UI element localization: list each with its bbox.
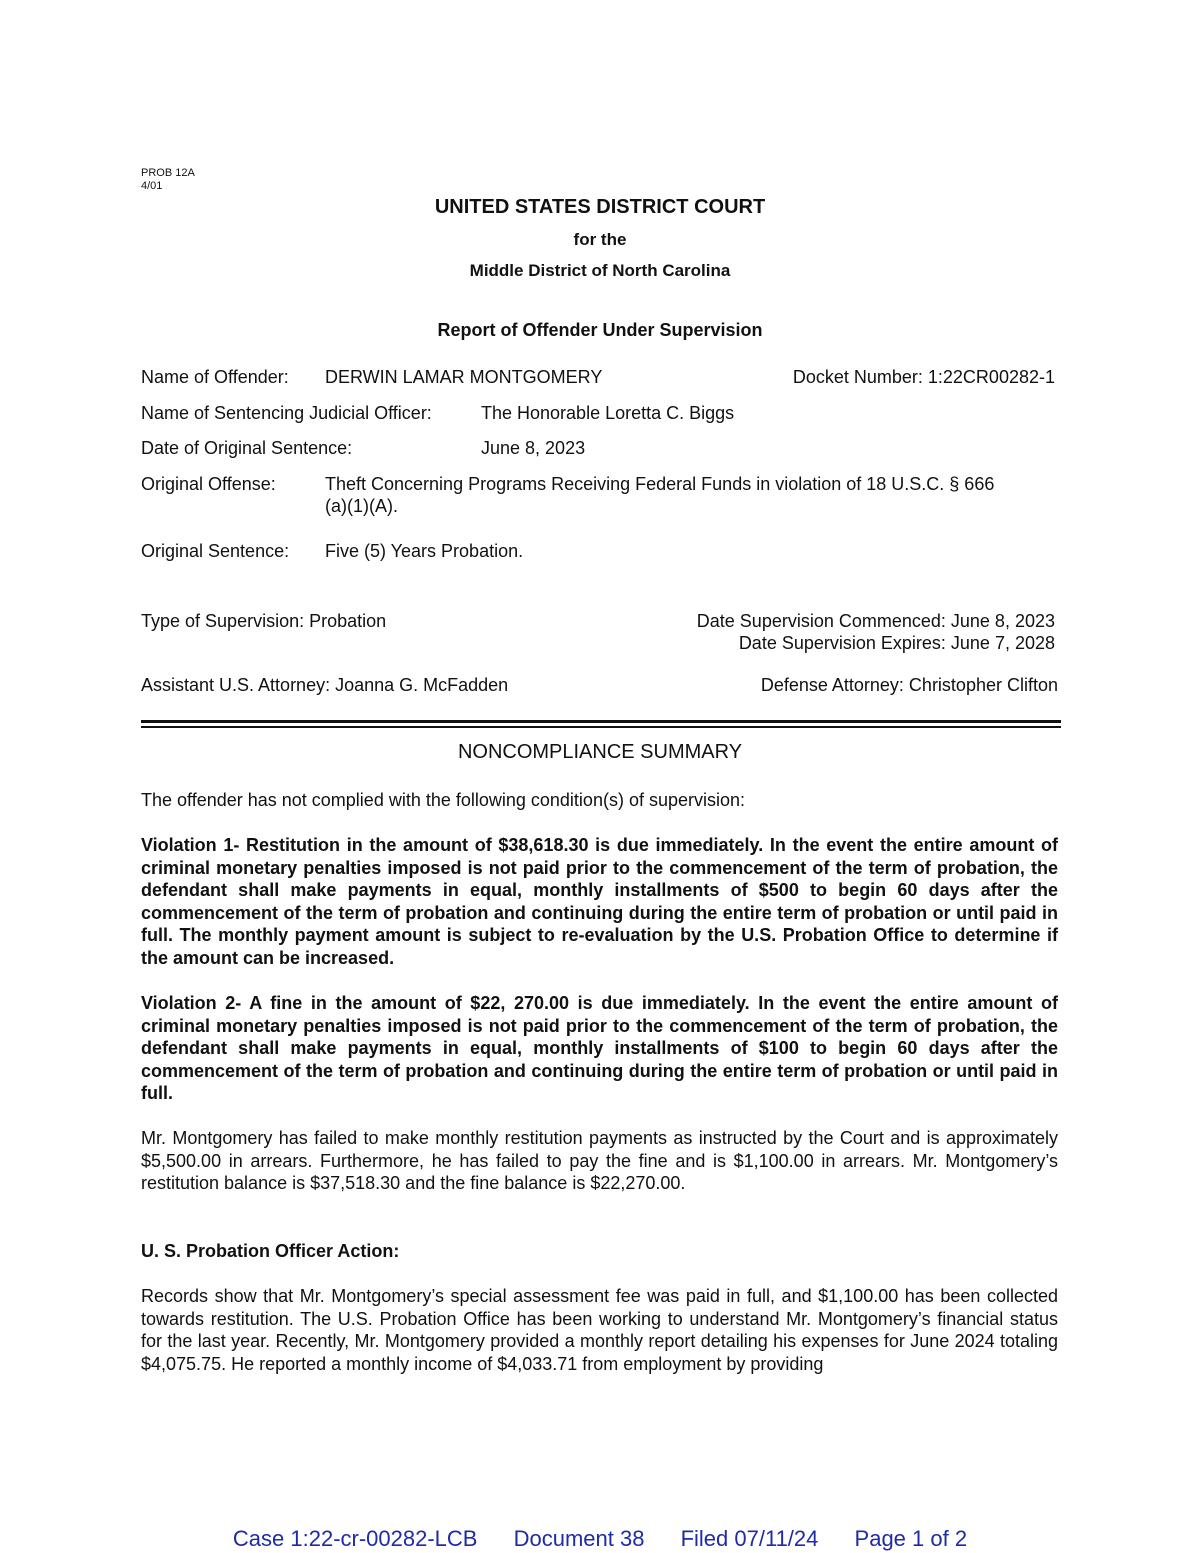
offense-label: Original Offense: [141,474,276,494]
divider-thin [141,726,1061,728]
judge-name: The Honorable Loretta C. Biggs [481,403,735,423]
divider-thick [141,720,1061,723]
form-date: 4/01 [141,180,163,192]
offender-label: Name of Offender: [141,367,289,387]
sentence-date-label: Date of Original Sentence: [141,438,353,458]
officer-action-heading: U. S. Probation Officer Action: [141,1241,400,1261]
form-id [141,167,195,193]
sentence-value: Five (5) Years Probation. [325,541,524,561]
sentence-label: Original Sentence: [141,541,290,561]
report-title: Report of Offender Under Supervision [437,320,763,340]
supervision-expires: Date Supervision Expires: June 7, 2028 [738,633,1055,653]
arrears-paragraph: Mr. Montgomery has failed to make monthly restitution payments as instructed by the Court and is approximately $5,500.00 in arrears. Furthermore, he has failed to pay the fine and is $1,100.00 in arrears. Mr. Montgomery’s restitution balance is $37,518.30 and the fine balance is $22,270.00. [141,1128,1058,1194]
court-name: UNITED STATES DISTRICT COURT [434,196,766,218]
offense-line-1: Theft Concerning Programs Receiving Federal Funds in violation of 18 U.S.C. § 666 [325,474,995,494]
district-name: Middle District of North Carolina [469,261,731,280]
noncompliance-intro: The offender has not complied with the following condition(s) of supervision: [141,790,746,810]
for-the: for the [573,230,627,249]
violation-1: Violation 1- Restitution in the amount of $38,618.30 is due immediately. In the event the entire amount of criminal monetary penalties imposed is not paid prior to the commencement of the term of probation, the defendant shall make payments in equal, monthly installments of $500 to begin 60 days after the commencement of the term of probation and continuing during the entire term of probation or until paid in full. The monthly payment amount is subject to re-evaluation by the U.S. Probation Office to determine if the amount can be increased. [141,835,1058,968]
filed-date: Filed 07/11/24 [680,1526,819,1551]
offense-line-2: (a)(1)(A). [325,496,398,516]
sentence-date: June 8, 2023 [481,438,586,458]
officer-action-text: Records show that Mr. Montgomery’s special assessment fee was paid in full, and $1,100.00 has been collected towards restitution. The U.S. Probation Office has been working to understand Mr. Montgomery’s financial status for the last year. Recently, Mr. Montgomery provided a monthly report detailing his expenses for June 2024 totaling $4,075.75. He reported a monthly income of $4,033.71 from employment by providing [141,1286,1058,1374]
document-number: Document 38 [513,1526,645,1551]
assistant-attorney: Assistant U.S. Attorney: Joanna G. McFadden [141,675,509,695]
noncompliance-heading: NONCOMPLIANCE SUMMARY [457,741,743,763]
case-number: Case 1:22-cr-00282-LCB [232,1526,478,1551]
supervision-commenced: Date Supervision Commenced: June 8, 2023 [696,611,1055,631]
form-number: PROB 12A [141,167,195,179]
page-number: Page 1 of 2 [854,1526,968,1551]
defense-attorney: Defense Attorney: Christopher Clifton [760,675,1058,695]
supervision-type: Type of Supervision: Probation [141,611,387,631]
offender-name: DERWIN LAMAR MONTGOMERY [325,367,603,387]
docket-number: Docket Number: 1:22CR00282-1 [792,367,1055,387]
filing-footer [0,1526,1200,1552]
violation-2: Violation 2- A fine in the amount of $22, 270.00 is due immediately. In the event the entire amount of criminal monetary penalties imposed is not paid prior to the commencement of the term of probation, the defendant shall make payments in equal, monthly installments of $100 to begin 60 days after the commencement of the term of probation and continuing during the entire term of probation or until paid in full. [141,993,1058,1104]
judge-label: Name of Sentencing Judicial Officer: [141,403,432,423]
